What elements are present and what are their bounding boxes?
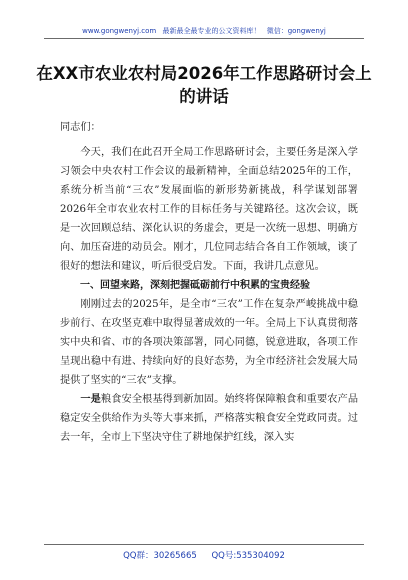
paragraph-intro: 今天，我们在此召开全局工作思路研讨会，主要任务是深入学习领会中央农村工作会议的最新精神，全面总结2025年的工作，系统分析当前“三农”发展面临的新形势新挑战，科学谋划部署2026年全市农业农村工作的目标任务与关键路径。这次会议，既是一次回顾总结、深化认识的务虚会，更是一次统一思想、明确方向、加压奋进的动员会。刚才，几位同志结合各自工作领域，谈了很好的想法和建议，听后很受启发。下面，我讲几点意见。 — [60, 147, 358, 272]
point-1-text: 粮食安全根基得到新加固。始终将保障粮食和重要农产品稳定安全供给作为头等大事来抓，严格落实粮食安全党政同责。过去一年，全市上下坚决守住了耕地保护红线，深入实 — [60, 394, 359, 443]
document-body — [60, 118, 358, 447]
greeting: 同志们： — [60, 122, 101, 133]
header-bar — [0, 26, 408, 36]
document-title: 在XX市农业农村局2026年工作思路研讨会上的讲话 — [36, 64, 372, 106]
footer-qq-number: QQ号:535304092 — [211, 551, 285, 561]
footer-divider — [44, 544, 364, 545]
paragraph-point-1 — [60, 390, 358, 447]
paragraph-review: 刚刚过去的2025年，是全市“三农”工作在复杂严峻挑战中稳步前行、在攻坚克难中取得显著成效的一年。全局上下认真贯彻落实中央和省、市的各项决策部署，同心同德，锐意进取，各项工作呈现出稳中有进、持续向好的良好态势，为全市经济社会发展大局提供了坚实的“三农”支撑。 — [60, 299, 358, 386]
header-slogan: 最新最全最专业的公文资料库！ — [162, 27, 261, 35]
footer-qq-group: QQ群：30265665 — [123, 551, 197, 561]
header-divider — [44, 38, 364, 39]
header-wechat: 微信：gongwenyj — [266, 27, 326, 35]
point-1-lead: 一是 — [80, 394, 101, 405]
header-site-link[interactable]: www.gongwenyj.com — [82, 27, 157, 35]
footer-bar — [0, 549, 408, 561]
section-heading-1: 一、回望来路，深刻把握砥砺前行中积累的宝贵经验 — [80, 280, 310, 291]
